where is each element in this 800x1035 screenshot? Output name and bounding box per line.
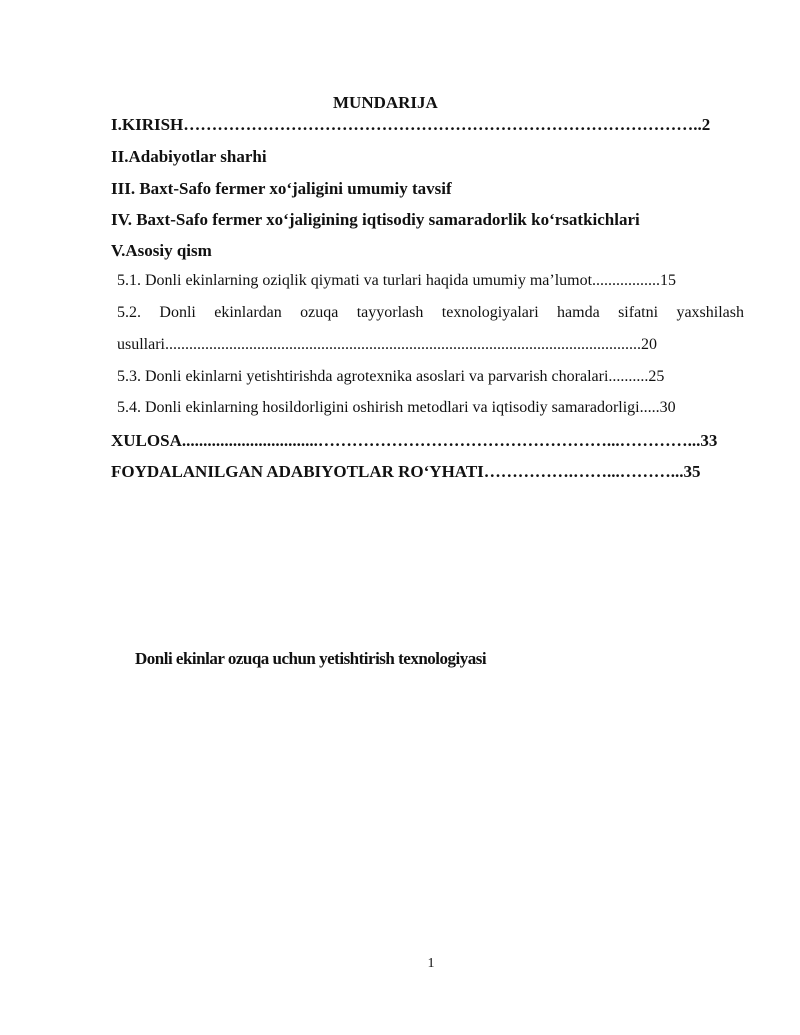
toc-entry-kirish: I.KIRISH………………………………………………………………………………..2 (111, 115, 711, 134)
document-subtitle: Donli ekinlar ozuqa uchun yetishtirish texnologiyasi (135, 649, 487, 668)
toc-entry-samaradorlik: IV. Baxt-Safo fermer xo‘jaligining iqtisodiy samaradorlik ko‘rsatkichlari (111, 210, 640, 229)
toc-entry-5-4: 5.4. Donli ekinlarning hosildorligini oshirish metodlari va iqtisodiy samaradorligi.....30 (117, 399, 676, 416)
toc-entry-xulosa: XULOSA................................……………………………………………...…………...33 (111, 431, 718, 450)
page-number: 1 (427, 956, 435, 971)
toc-entry-umumiy-tavsif: III. Baxt-Safo fermer xo‘jaligini umumiy tavsif (111, 179, 452, 198)
toc-entry-5-1: 5.1. Donli ekinlarning oziqlik qiymati va turlari haqida umumiy ma’lumot.................15 (117, 272, 677, 289)
toc-entry-adabiyotlar-royhati: FOYDALANILGAN ADABIYOTLAR RO‘YHATI…………….……...………...35 (111, 462, 701, 481)
toc-entry-asosiy-qism: V.Asosiy qism (111, 241, 212, 260)
toc-entry-5-2-line2: usullari.......................................................................................................................20 (117, 336, 657, 353)
toc-title: MUNDARIJA (333, 93, 438, 112)
toc-entry-adabiyotlar-sharhi: II.Adabiyotlar sharhi (111, 147, 267, 166)
toc-entry-5-2-line1: 5.2. Donli ekinlardan ozuqa tayyorlash texnologiyalari hamda sifatni yaxshilash (117, 304, 744, 321)
toc-entry-5-3: 5.3. Donli ekinlarni yetishtirishda agrotexnika asoslari va parvarish choralari..........25 (117, 368, 665, 385)
